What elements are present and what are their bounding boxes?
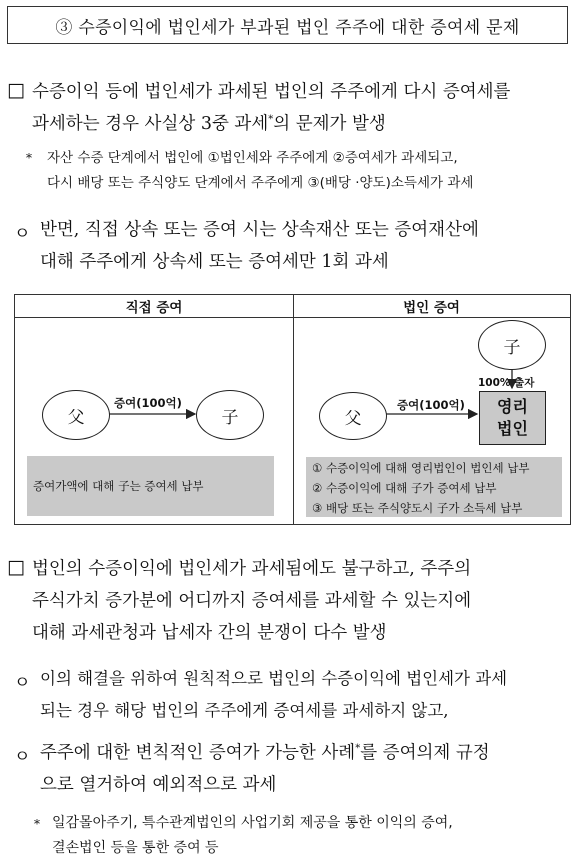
sub2-line2: 되는 경우 해당 법인의 주주에게 증여세를 과세하지 않고, bbox=[40, 701, 449, 720]
page-title-text: ③ 수증이익에 법인세가 부과된 법인 주주에 대한 증여세 문제 bbox=[55, 17, 520, 38]
sub3-paragraph bbox=[40, 737, 490, 801]
sub3-bullet: ㅇ bbox=[14, 747, 31, 767]
right-column-header: 법인 증여 bbox=[293, 295, 570, 318]
comparison-diagram bbox=[14, 294, 571, 525]
right-tax-item-1: ① 수증이익에 대해 영리법인이 법인세 납부 bbox=[312, 461, 530, 475]
section1-paragraph bbox=[32, 76, 510, 140]
left-gift-label: 증여(100억) bbox=[114, 396, 182, 410]
section1-line2: 과세하는 경우 사실상 3중 과세*의 문제가 발생 bbox=[32, 114, 386, 134]
section1-bullet: □ bbox=[7, 79, 25, 101]
left-father-circle: 父 bbox=[42, 390, 110, 440]
left-column-header: 직접 증여 bbox=[15, 295, 293, 318]
note1-line1: 자산 수증 단계에서 법인에 ①법인세와 주주에게 ②증여세가 과세되고, bbox=[47, 150, 458, 166]
right-father-circle: 父 bbox=[319, 392, 387, 440]
right-child-circle: 子 bbox=[478, 320, 546, 370]
note1-line2: 다시 배당 또는 주식양도 단계에서 주주에게 ③(배당 ·양도)소득세가 과세 bbox=[47, 175, 474, 191]
right-tax-item-3: ③ 배당 또는 주식양도시 子가 소득세 납부 bbox=[312, 501, 523, 515]
invest-label: 100% 출자 bbox=[478, 377, 535, 389]
right-tax-item-2: ② 수증이익에 대해 子가 증여세 납부 bbox=[312, 481, 497, 495]
section1-line1: 수증이익 등에 법인세가 과세된 법인의 주주에게 다시 증여세를 bbox=[32, 82, 511, 102]
left-child-circle: 子 bbox=[196, 390, 264, 440]
left-tax-box: 증여가액에 대해 子는 증여세 납부 bbox=[27, 456, 274, 516]
note1-mark: * bbox=[26, 151, 32, 165]
section2-bullet: □ bbox=[7, 556, 25, 578]
sub1-bullet: ㅇ bbox=[14, 224, 31, 244]
sub3-line1: 주주에 대한 변칙적인 증여가 가능한 사례*를 증여의제 규정 bbox=[40, 743, 490, 763]
sub2-paragraph bbox=[40, 663, 507, 727]
section2-paragraph bbox=[32, 553, 471, 649]
sub2-bullet: ㅇ bbox=[14, 673, 31, 693]
note2-line2: 결손법인 등을 통한 증여 등 bbox=[52, 840, 219, 856]
sub1-line2: 대해 주주에게 상속세 또는 증여세만 1회 과세 bbox=[40, 252, 389, 272]
note2-line1: 일감몰아주기, 특수관계법인의 사업기회 제공을 통한 이익의 증여, bbox=[52, 815, 453, 831]
sub1-line1: 반면, 직접 상속 또는 증여 시는 상속재산 또는 증여재산에 bbox=[40, 220, 479, 240]
sub3-line2: 으로 열거하여 예외적으로 과세 bbox=[40, 775, 277, 795]
corporation-box: 영리 법인 bbox=[479, 391, 546, 445]
note2-mark: * bbox=[34, 817, 40, 831]
sub2-line1: 이의 해결을 위하여 원칙적으로 법인의 수증이익에 법인세가 과세 bbox=[40, 669, 508, 688]
page-title bbox=[7, 6, 568, 44]
note2 bbox=[52, 811, 453, 861]
section2-line1: 법인의 수증이익에 법인세가 과세됨에도 불구하고, 주주의 bbox=[32, 559, 472, 579]
section2-line3: 대해 과세관청과 납세자 간의 분쟁이 다수 발생 bbox=[32, 623, 387, 643]
sub1-paragraph bbox=[40, 214, 479, 278]
section2-line2: 주식가치 증가분에 어디까지 증여세를 과세할 수 있는지에 bbox=[32, 591, 472, 611]
right-gift-label: 증여(100억) bbox=[397, 398, 465, 412]
note1 bbox=[47, 146, 473, 196]
right-tax-box bbox=[306, 457, 562, 517]
